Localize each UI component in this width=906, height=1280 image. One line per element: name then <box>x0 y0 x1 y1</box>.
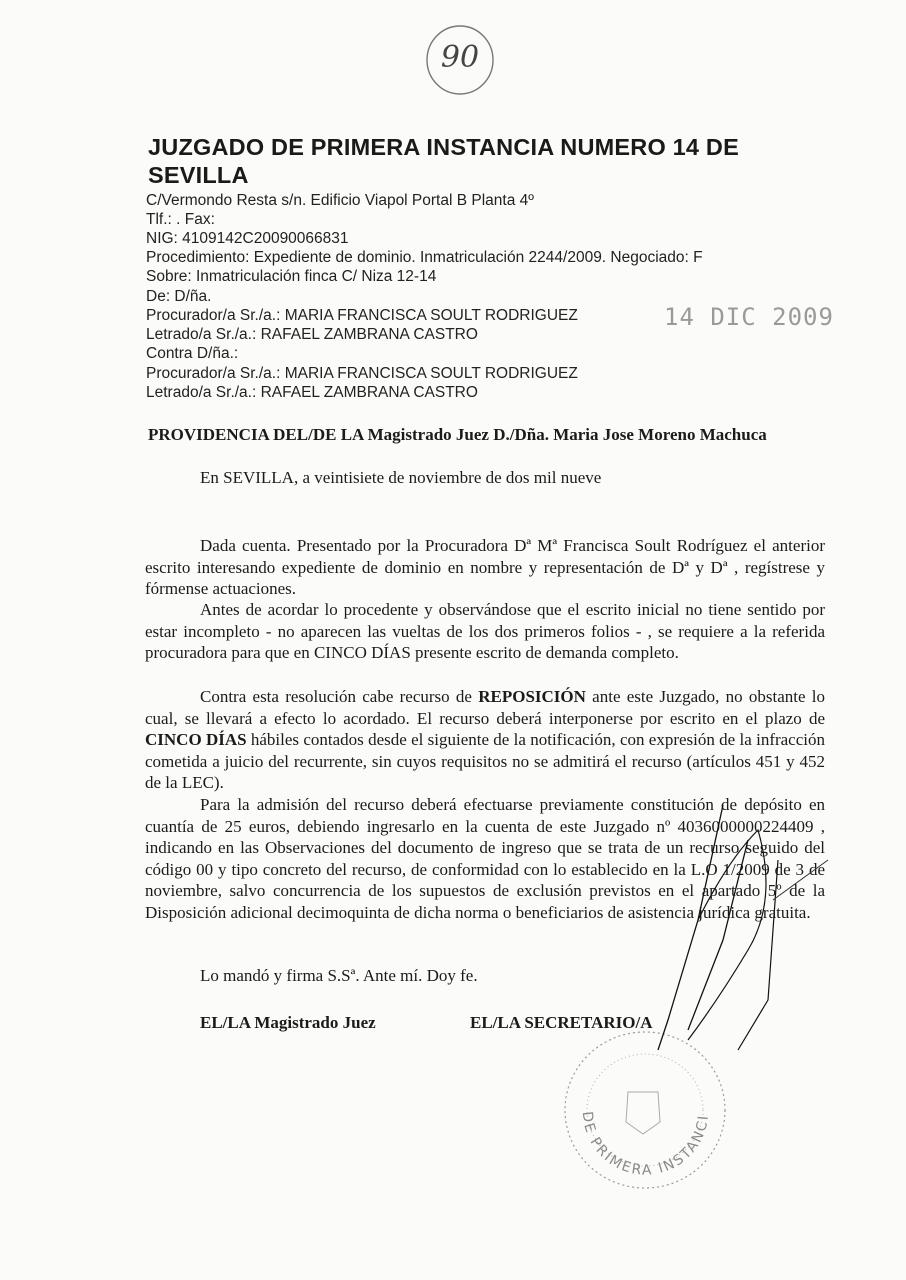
recurso-text-1: Contra esta resolución cabe recurso de <box>200 687 479 706</box>
recurso-text-3: hábiles contados desde el siguiente de la notificación, con expresión de la infracción cometida a juicio del recurrente, sin cuyos requisitos no se admitirá el recurso (artículos 451 y 452 de la LEC). <box>145 730 825 792</box>
court-title: JUZGADO DE PRIMERA INSTANCIA NUMERO 14 DE SEVILLA <box>148 134 739 188</box>
de-party: De: D/ña. <box>146 288 212 305</box>
letrado-1: Letrado/a Sr./a.: RAFAEL ZAMBRANA CASTRO <box>146 326 478 343</box>
date-stamp: 14 DIC 2009 <box>664 303 834 331</box>
letrado-2: Letrado/a Sr./a.: RAFAEL ZAMBRANA CASTRO <box>146 384 478 401</box>
phone-fax: Tlf.: . Fax: <box>146 211 215 228</box>
paragraph-recurso <box>145 686 825 794</box>
paragraph-requerimiento: Antes de acordar lo procedente y observándose que el escrito inicial no tiene sentido por estar incompleto - no aparecen las vueltas de los dos primeros folios - , se requiere a la referida procuradora para que en CINCO DÍAS presente escrito de demanda completo. <box>145 600 825 662</box>
paragraph-deposito: Para la admisión del recurso deberá efectuarse previamente constitución de depósito en cuantía de 25 euros, debiendo ingresarlo en la cuenta de este Juzgado nº 4036000000224409 , indicando en las Observaciones del documento de ingreso que se trata de un recurso seguido del código 00 y tipo concreto del recurso, de conformidad con lo establecido en la L.O 1/2009 de 3 de noviembre, salvo concurrencia de los supuestos de exclusión previstos en el apartado 5º de la Disposición adicional decimoquinta de dicha norma o beneficiarios de asistencia jurídica gratuita. <box>145 795 825 922</box>
closing-line: Lo mandó y firma S.Sª. Ante mí. Doy fe. <box>200 966 478 985</box>
page-number-circle <box>422 22 498 98</box>
reposicion-label: REPOSICIÓN <box>478 687 586 706</box>
contra-party: Contra D/ña.: <box>146 345 239 362</box>
handwritten-signature <box>628 800 838 1060</box>
nig: NIG: 4109142C20090066831 <box>146 230 349 247</box>
cinco-dias-label: CINCO DÍAS <box>145 730 247 749</box>
signature-icon <box>628 800 838 1060</box>
paragraph-dada-cuenta: Dada cuenta. Presentado por la Procuradora Dª Mª Francisca Soult Rodríguez el anterior escrito interesando expediente de dominio en nombre y representación de Dª y Dª , regístrese y fórmense actuaciones. <box>145 536 825 598</box>
procurador-2: Procurador/a Sr./a.: MARIA FRANCISCA SOULT RODRIGUEZ <box>146 365 578 382</box>
recurso-text-2: ante este Juzgado, no obstante lo cual, se llevará a efecto lo acordado. El recurso deberá interponerse por escrito en el plazo de <box>145 687 825 728</box>
page-number: 90 <box>440 40 480 75</box>
judge-signature-label: EL/LA Magistrado Juez <box>200 1013 376 1032</box>
procurador-1: Procurador/a Sr./a.: MARIA FRANCISCA SOULT RODRIGUEZ <box>146 307 578 324</box>
court-address: C/Vermondo Resta s/n. Edificio Viapol Portal B Planta 4º <box>146 192 534 209</box>
sobre: Sobre: Inmatriculación finca C/ Niza 12-14 <box>146 268 437 285</box>
providencia-heading: PROVIDENCIA DEL/DE LA Magistrado Juez D./Dña. Maria Jose Moreno Machuca <box>148 425 767 444</box>
place-date: En SEVILLA, a veintisiete de noviembre de dos mil nueve <box>200 468 602 487</box>
secretary-signature-label: EL/LA SECRETARIO/A <box>470 1013 653 1032</box>
procedimiento: Procedimiento: Expediente de dominio. Inmatriculación 2244/2009. Negociado: F <box>146 249 703 266</box>
seal-text: DE PRIMERA INSTANCI <box>578 1110 713 1179</box>
